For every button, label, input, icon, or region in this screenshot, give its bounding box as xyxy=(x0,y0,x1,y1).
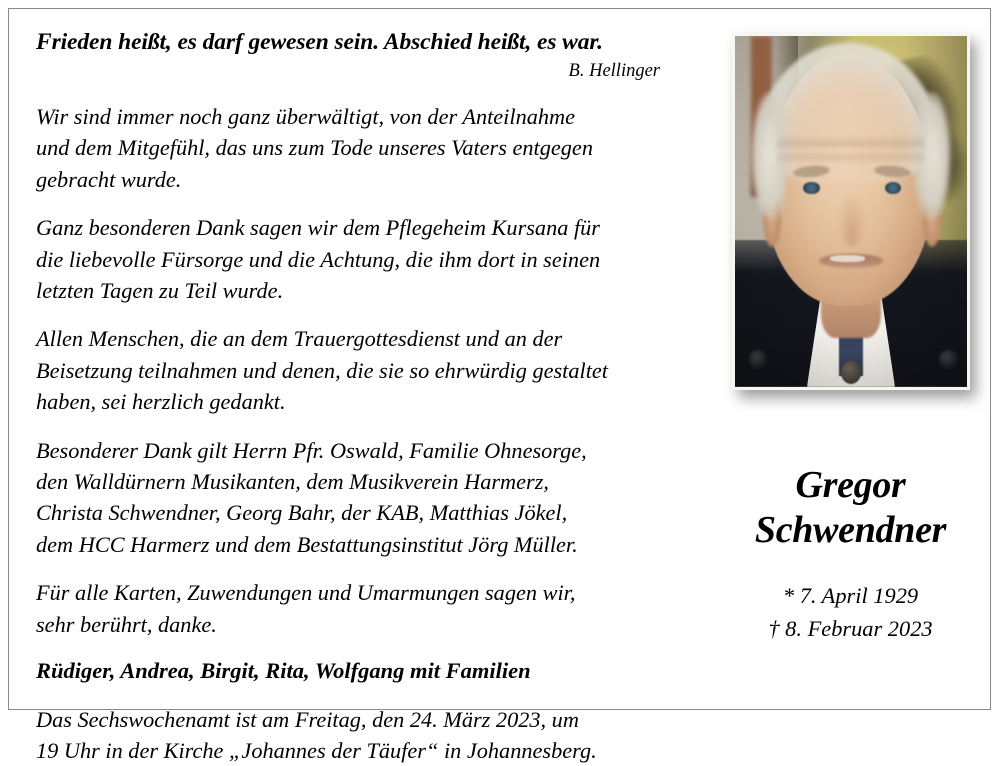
family-signature: Rüdiger, Andrea, Birgit, Rita, Wolfgang mit Familien xyxy=(36,655,682,686)
paragraph-thanks-funeral-attendees xyxy=(36,323,682,417)
deceased-name-block xyxy=(709,463,992,645)
photo-frame xyxy=(732,33,970,390)
paragraph-line: und dem Mitgefühl, das uns zum Tode unseres Vaters entgegen xyxy=(36,132,682,163)
event-notice-line: Das Sechswochenamt ist am Freitag, den 24. März 2023, um xyxy=(36,704,682,735)
deceased-first-name: Gregor xyxy=(709,463,992,508)
event-notice-line: 19 Uhr in der Kirche „Johannes der Täufer“ in Johannesberg. xyxy=(36,735,682,766)
paragraph-thanks-care-home xyxy=(36,212,682,306)
paragraph-line: Beisetzung teilnahmen und denen, die sie so ehrwürdig gestaltet xyxy=(36,355,682,386)
card-layout xyxy=(9,9,990,709)
paragraph-line: haben, sei herzlich gedankt. xyxy=(36,386,682,417)
death-date: † 8. Februar 2023 xyxy=(709,612,992,645)
paragraph-line: Besonderer Dank gilt Herrn Pfr. Oswald, Familie Ohnesorge, xyxy=(36,435,682,466)
deceased-dates xyxy=(709,579,992,645)
paragraph-thanks-named-people xyxy=(36,435,682,561)
portrait-photo-container xyxy=(732,33,970,390)
paragraph-line: die liebevolle Fürsorge und die Achtung, die ihm dort in seinen xyxy=(36,244,682,275)
paragraph-line: Allen Menschen, die an dem Trauergottesdienst und an der xyxy=(36,323,682,354)
paragraph-line: den Walldürnern Musikanten, dem Musikverein Harmerz, xyxy=(36,466,682,497)
paragraph-line: Wir sind immer noch ganz überwältigt, von der Anteilnahme xyxy=(36,101,682,132)
paragraph-gratitude-overwhelmed xyxy=(36,101,682,195)
paragraph-line: Ganz besonderen Dank sagen wir dem Pflegeheim Kursana für xyxy=(36,212,682,243)
birth-date: * 7. April 1929 xyxy=(709,579,992,612)
quote-author: B. Hellinger xyxy=(36,58,682,84)
paragraph-line: sehr berührt, danke. xyxy=(36,609,682,640)
paragraph-thanks-cards-donations xyxy=(36,577,682,640)
memorial-quote: Frieden heißt, es darf gewesen sein. Abschied heißt, es war. xyxy=(36,27,682,57)
paragraph-line: gebracht wurde. xyxy=(36,164,682,195)
photo-vignette xyxy=(735,36,967,387)
paragraph-line: dem HCC Harmerz und dem Bestattungsinstitut Jörg Müller. xyxy=(36,529,682,560)
memorial-card xyxy=(8,8,991,710)
portrait-photo xyxy=(735,36,967,387)
event-notice xyxy=(36,704,682,766)
deceased-last-name: Schwendner xyxy=(709,508,992,553)
paragraph-line: letzten Tagen zu Teil wurde. xyxy=(36,275,682,306)
paragraph-line: Christa Schwendner, Georg Bahr, der KAB, Matthias Jökel, xyxy=(36,497,682,528)
paragraph-line: Für alle Karten, Zuwendungen und Umarmungen sagen wir, xyxy=(36,577,682,608)
portrait-column xyxy=(709,9,992,711)
text-column xyxy=(36,27,682,766)
